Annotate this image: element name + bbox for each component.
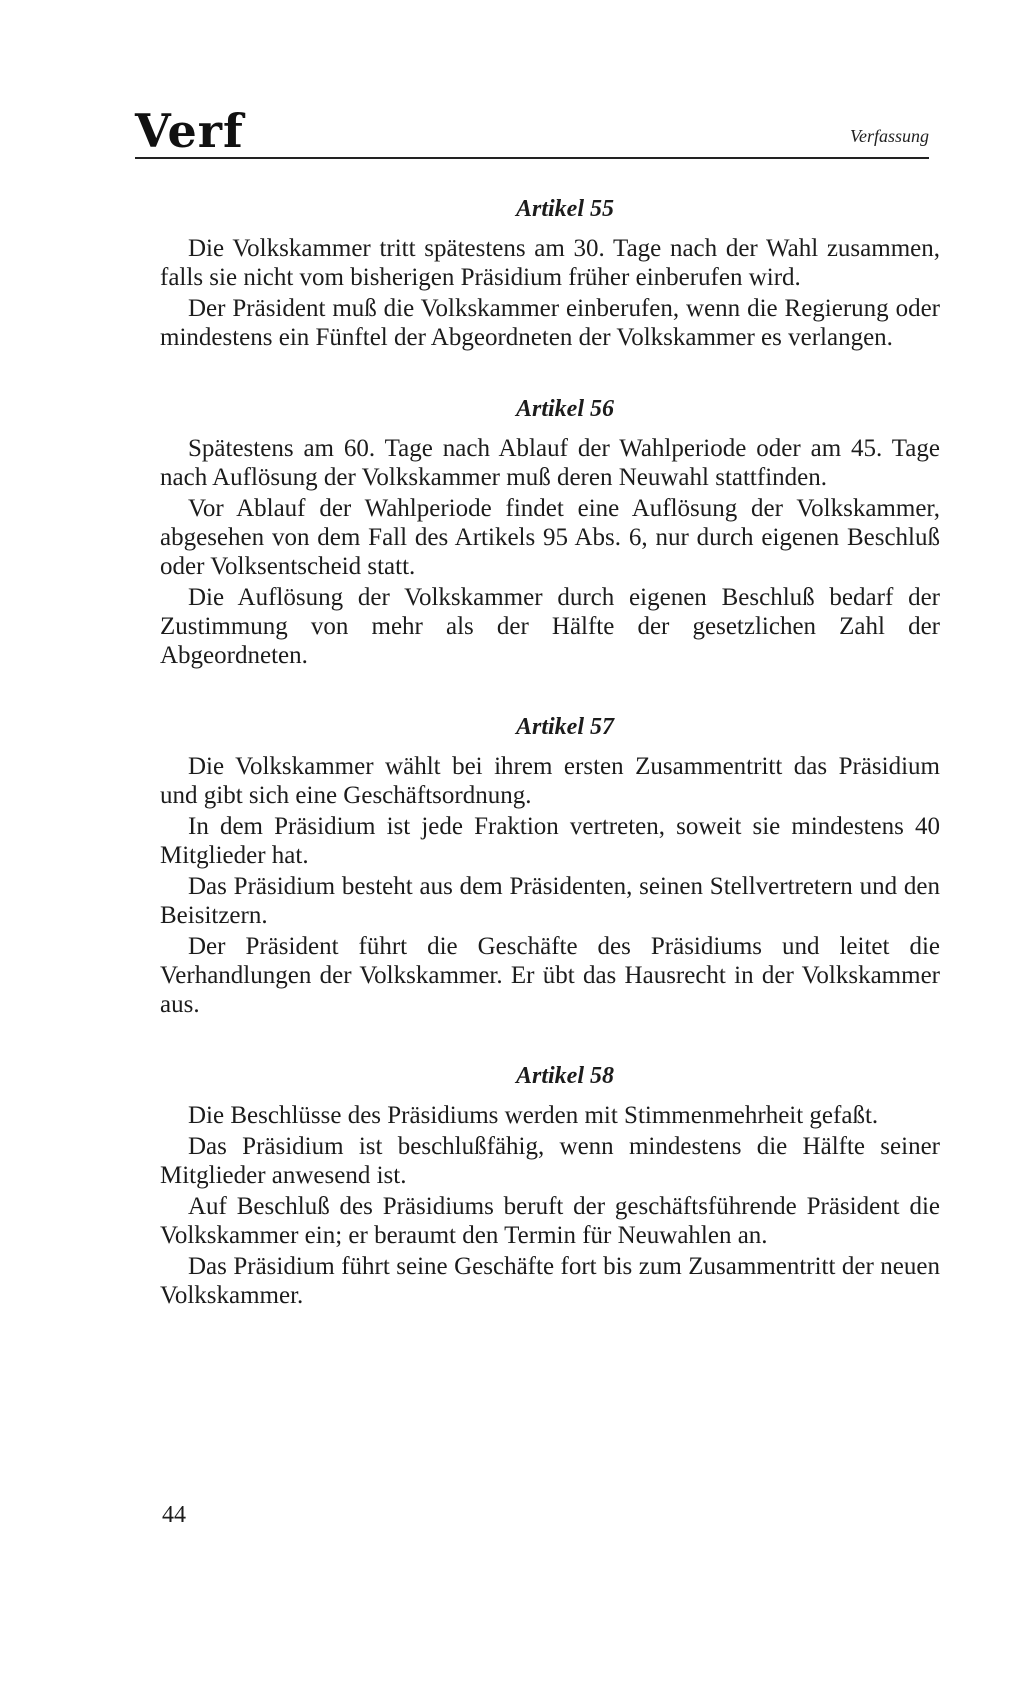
article-57	[160, 710, 940, 1019]
article-heading: Artikel 56	[515, 396, 614, 422]
article-paragraph: Das Präsidium führt seine Geschäfte fort bis zum Zusammentritt der neuen Volkskammer.	[160, 1253, 940, 1309]
page-number: 44	[162, 1502, 186, 1528]
article-58	[160, 1059, 940, 1310]
header-logo: Verf	[135, 104, 244, 158]
running-title: Verfassung	[849, 126, 929, 146]
article-heading: Artikel 57	[515, 714, 614, 740]
article-paragraph: Auf Beschluß des Präsidiums beruft der geschäftsführende Präsident die Volkskammer ein; er beraumt den Termin für Neuwahlen an.	[160, 1193, 940, 1249]
article-paragraph: Spätestens am 60. Tage nach Ablauf der Wahlperiode oder am 45. Tage nach Auflösung der Volkskammer muß deren Neuwahl stattfinden.	[160, 435, 940, 491]
page-header	[135, 104, 929, 160]
article-paragraph: Vor Ablauf der Wahlperiode findet eine Auflösung der Volkskammer, abgesehen von dem Fall des Artikels 95 Abs. 6, nur durch eigenen Beschluß oder Volksentscheid statt.	[160, 495, 940, 580]
article-paragraph: Die Volkskammer wählt bei ihrem ersten Zusammentritt das Präsidium und gibt sich eine Geschäftsordnung.	[160, 753, 940, 809]
page-content	[160, 192, 940, 1310]
article-paragraph: Die Auflösung der Volkskammer durch eigenen Beschluß bedarf der Zustimmung von mehr als der Hälfte der gesetzlichen Zahl der Abgeordneten.	[160, 584, 940, 669]
article-paragraph: Das Präsidium besteht aus dem Präsidenten, seinen Stellvertretern und den Beisitzern.	[160, 873, 940, 929]
article-paragraph: In dem Präsidium ist jede Fraktion vertreten, soweit sie mindestens 40 Mitglieder hat.	[160, 813, 940, 869]
article-paragraph: Der Präsident muß die Volkskammer einberufen, wenn die Regierung oder mindestens ein Fünftel der Abgeordneten der Volkskammer es verlangen.	[160, 295, 940, 351]
article-paragraph: Das Präsidium ist beschlußfähig, wenn mindestens die Hälfte seiner Mitglieder anwesend ist.	[160, 1133, 940, 1189]
article-paragraph: Die Beschlüsse des Präsidiums werden mit Stimmenmehrheit gefaßt.	[188, 1102, 879, 1129]
article-paragraph: Die Volkskammer tritt spätestens am 30. Tage nach der Wahl zusammen, falls sie nicht vom bisherigen Präsidium früher einberufen wird.	[160, 235, 940, 291]
header-rule	[135, 157, 929, 159]
article-heading: Artikel 58	[515, 1063, 614, 1089]
article-heading: Artikel 55	[515, 196, 614, 222]
article-56	[160, 392, 940, 670]
article-paragraph: Der Präsident führt die Geschäfte des Präsidiums und leitet die Verhandlungen der Volkskammer. Er übt das Hausrecht in der Volkskammer aus.	[160, 933, 940, 1018]
article-55	[160, 192, 940, 352]
